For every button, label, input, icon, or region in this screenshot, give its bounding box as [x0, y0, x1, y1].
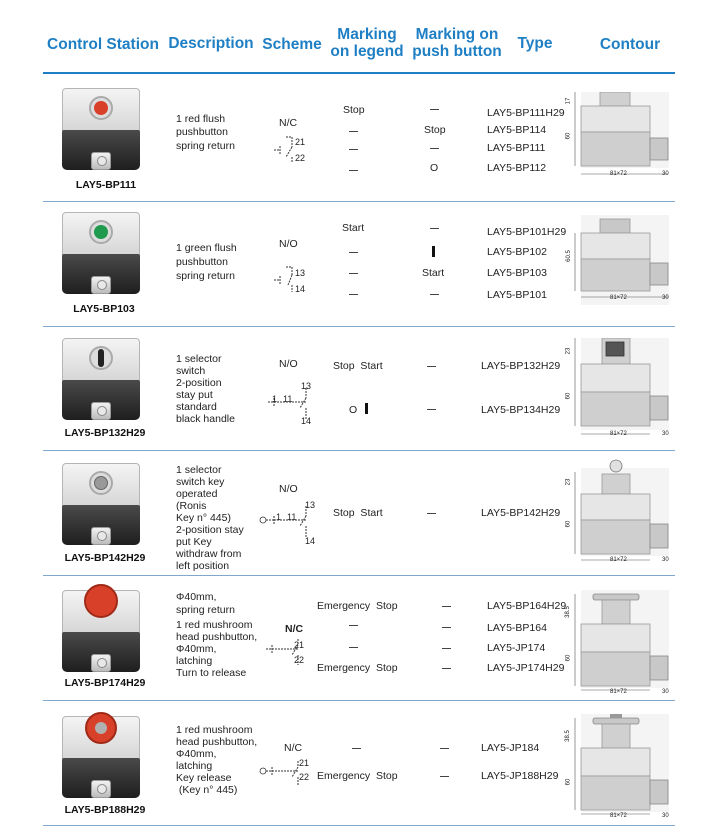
- contour-dim: 23: [565, 347, 572, 355]
- contour-dim: 30: [662, 813, 669, 819]
- button-dash: [442, 668, 451, 669]
- type-code: LAY5-BP134H29: [481, 404, 561, 416]
- button-dash: [430, 148, 439, 149]
- key-switch-icon: [89, 471, 113, 495]
- contour-dim: 38.5: [564, 730, 571, 742]
- button-dash: [430, 228, 439, 229]
- red-button-icon: [89, 96, 113, 120]
- type-code: LAY5-JP174: [487, 642, 546, 654]
- header-rule: [43, 72, 675, 74]
- description-line: withdraw from: [176, 548, 242, 560]
- description-line: standard: [176, 401, 217, 413]
- description-line: latching: [176, 655, 213, 667]
- description-line: Key release: [176, 772, 232, 784]
- scheme-contact-type: N/O: [279, 483, 298, 495]
- description-line: 1 red mushroom: [176, 619, 253, 631]
- terminal-label: 21: [294, 640, 305, 650]
- header-description: Description: [168, 35, 254, 52]
- header-control-station: Control Station: [47, 36, 159, 53]
- description-line: put Key: [176, 536, 212, 548]
- contour-dim: 81×72: [610, 689, 627, 695]
- legend-dash: [349, 252, 358, 253]
- row-divider: [43, 450, 675, 451]
- legend-mark: Emergency Stop: [317, 600, 398, 612]
- description-line: stay put: [176, 389, 213, 401]
- button-dash: [427, 409, 436, 410]
- legend-mark: Start: [342, 222, 365, 234]
- type-code: LAY5-BP111: [487, 142, 546, 154]
- description-line: 1 selector: [176, 464, 222, 476]
- description-line: (Ronis: [176, 500, 207, 512]
- terminal-label: 13: [301, 381, 312, 391]
- button-dash: [430, 109, 439, 110]
- type-code: LAY5-BP142H29: [481, 507, 561, 519]
- type-code: LAY5-BP103: [487, 267, 547, 279]
- description-line: left position: [176, 560, 230, 572]
- key-mushroom-button-icon: [85, 712, 117, 744]
- description-line: 1 red flush: [176, 113, 226, 125]
- mushroom-button-icon: [84, 584, 118, 618]
- type-code: LAY5-BP101: [487, 289, 547, 301]
- contour-dim: 60: [565, 520, 572, 528]
- contour-drawing: [568, 590, 678, 696]
- description-line: switch: [176, 365, 206, 377]
- header-type: Type: [517, 35, 553, 52]
- terminal-label: 22: [295, 153, 306, 163]
- description-line: 2-position: [176, 377, 222, 389]
- type-code: LAY5-BP102: [487, 246, 547, 258]
- contour-dim: 38.5: [564, 606, 571, 618]
- terminal-label: 14: [305, 536, 316, 546]
- legend-dash: [349, 294, 358, 295]
- contour-dim: 30: [662, 295, 669, 301]
- row-divider: [43, 825, 675, 826]
- description-line: Φ40mm,: [176, 591, 217, 603]
- button-mark: Start: [422, 267, 445, 279]
- button-dash: [427, 366, 436, 367]
- description-line: 1 red mushroom: [176, 724, 253, 736]
- terminal-label: 21: [295, 137, 306, 147]
- contour-drawing: [568, 338, 678, 438]
- row-divider: [43, 575, 675, 576]
- header-contour: Contour: [599, 36, 661, 53]
- legend-mark: Stop Start: [333, 507, 383, 519]
- description-line: pushbutton: [176, 256, 228, 268]
- legend-mark: O: [349, 404, 358, 416]
- row-divider: [43, 326, 675, 327]
- legend-dash: [349, 625, 358, 626]
- contour-drawing: [568, 458, 678, 564]
- nc-contact-symbol: [272, 133, 312, 163]
- description-line: latching: [176, 760, 213, 772]
- terminal-label: 1: [272, 394, 278, 404]
- station-label: LAY5-BP188H29: [64, 804, 146, 816]
- legend-mark: Emergency Stop: [317, 770, 398, 782]
- contour-drawing: [568, 714, 678, 820]
- description-line: spring return: [176, 140, 235, 152]
- contour-dim: 81×72: [610, 557, 627, 563]
- row-divider: [43, 201, 675, 202]
- type-code: LAY5-JP184: [481, 742, 540, 754]
- contour-dim: 30: [662, 171, 669, 177]
- contour-dim: 60: [565, 778, 572, 786]
- terminal-label: 13: [295, 268, 306, 278]
- contour-dim: 30: [662, 557, 669, 563]
- legend-mark: Stop Start: [333, 360, 383, 372]
- description-line: Turn to release: [176, 667, 247, 679]
- description-line: 1 green flush: [176, 242, 237, 254]
- button-dash: [440, 748, 449, 749]
- legend-mark: Stop: [343, 104, 365, 116]
- scheme-contact-type: N/C: [279, 117, 298, 129]
- type-code: LAY5-BP164H29: [487, 600, 567, 612]
- contour-dim: 60: [565, 654, 572, 662]
- description-line: (Key n° 445): [176, 784, 238, 796]
- button-dash: [442, 648, 451, 649]
- legend-dash: [349, 170, 358, 171]
- scheme-contact-type: N/O: [279, 358, 298, 370]
- scheme-contact-type: N/O: [279, 238, 298, 250]
- terminal-label: 22: [299, 772, 310, 782]
- legend-dash: [349, 273, 358, 274]
- row-divider: [43, 700, 675, 701]
- type-code: LAY5-BP164: [487, 622, 547, 634]
- contour-dim: 60.5: [565, 250, 572, 262]
- description-line: Φ40mm,: [176, 643, 217, 655]
- terminal-label: 22: [294, 655, 305, 665]
- header-marking-button-2: push button: [412, 43, 502, 60]
- description-line: spring return: [176, 270, 235, 282]
- button-dash: [442, 627, 451, 628]
- button-dash: [427, 513, 436, 514]
- description-line: black handle: [176, 413, 235, 425]
- contour-dim: 81×72: [610, 431, 627, 437]
- header-marking-legend-1: Marking: [337, 26, 397, 43]
- green-button-icon: [89, 220, 113, 244]
- terminal-label: 14: [301, 416, 312, 426]
- selector-switch-icon: [89, 346, 113, 370]
- contour-dim: 17: [565, 97, 572, 105]
- legend-dash: [349, 149, 358, 150]
- contour-dim: 81×72: [610, 171, 627, 177]
- description-line: Key n° 445): [176, 512, 231, 524]
- legend-dash: [349, 647, 358, 648]
- header-marking-button-1: Marking on: [415, 26, 499, 43]
- description-line: operated: [176, 488, 218, 500]
- terminal-label: 13: [305, 500, 316, 510]
- description-line: pushbutton: [176, 126, 228, 138]
- legend-dash: [349, 131, 358, 132]
- no-contact-symbol: [272, 263, 312, 293]
- button-mark: Stop: [424, 124, 446, 136]
- station-label: LAY5-BP174H29: [64, 677, 146, 689]
- terminal-label: 21: [299, 758, 310, 768]
- button-dash: [440, 776, 449, 777]
- terminal-label: 14: [295, 284, 306, 294]
- contour-dim: 30: [662, 431, 669, 437]
- type-code: LAY5-BP101H29: [487, 226, 567, 238]
- button-dash: [442, 606, 451, 607]
- header-marking-legend-2: on legend: [330, 43, 404, 60]
- legend-mark: Emergency Stop: [317, 662, 398, 674]
- scheme-contact-type: N/C: [285, 623, 304, 635]
- description-line: head pushbutton,: [176, 631, 258, 643]
- terminal-label: 11: [283, 394, 293, 404]
- contour-dim: 81×72: [610, 813, 627, 819]
- description-line: Φ40mm,: [176, 748, 217, 760]
- contour-dim: 81×72: [610, 295, 627, 301]
- terminal-label: 1: [276, 512, 282, 522]
- description-line: switch key: [176, 476, 225, 488]
- contour-dim: 23: [565, 478, 572, 486]
- contour-dim: 30: [662, 689, 669, 695]
- station-label: LAY5-BP132H29: [64, 427, 146, 439]
- station-label: LAY5-BP111: [75, 179, 137, 191]
- type-code: LAY5-BP132H29: [481, 360, 561, 372]
- button-dash: [430, 294, 439, 295]
- legend-dash: [352, 748, 361, 749]
- contour-dim: 60: [565, 392, 572, 400]
- description-line: 2-position stay: [176, 524, 244, 536]
- button-mark: O: [430, 162, 439, 174]
- type-code: LAY5-JP174H29: [487, 662, 565, 674]
- scheme-contact-type: N/C: [284, 742, 303, 754]
- description-line: spring return: [176, 604, 235, 616]
- nc-mushroom-contact-symbol: [264, 635, 314, 669]
- terminal-label: 11: [287, 512, 297, 522]
- station-label: LAY5-BP103: [73, 303, 135, 315]
- station-label: LAY5-BP142H29: [64, 552, 146, 564]
- legend-mark-on: [365, 403, 368, 414]
- type-code: LAY5-BP111H29: [487, 107, 565, 119]
- type-code: LAY5-BP114: [487, 124, 547, 136]
- header-scheme: Scheme: [262, 36, 322, 53]
- description-line: 1 selector: [176, 353, 222, 365]
- type-code: LAY5-JP188H29: [481, 770, 559, 782]
- type-code: LAY5-BP112: [487, 162, 547, 174]
- contour-dim: 60: [565, 132, 572, 140]
- button-mark-on: [432, 246, 435, 257]
- description-line: head pushbutton,: [176, 736, 258, 748]
